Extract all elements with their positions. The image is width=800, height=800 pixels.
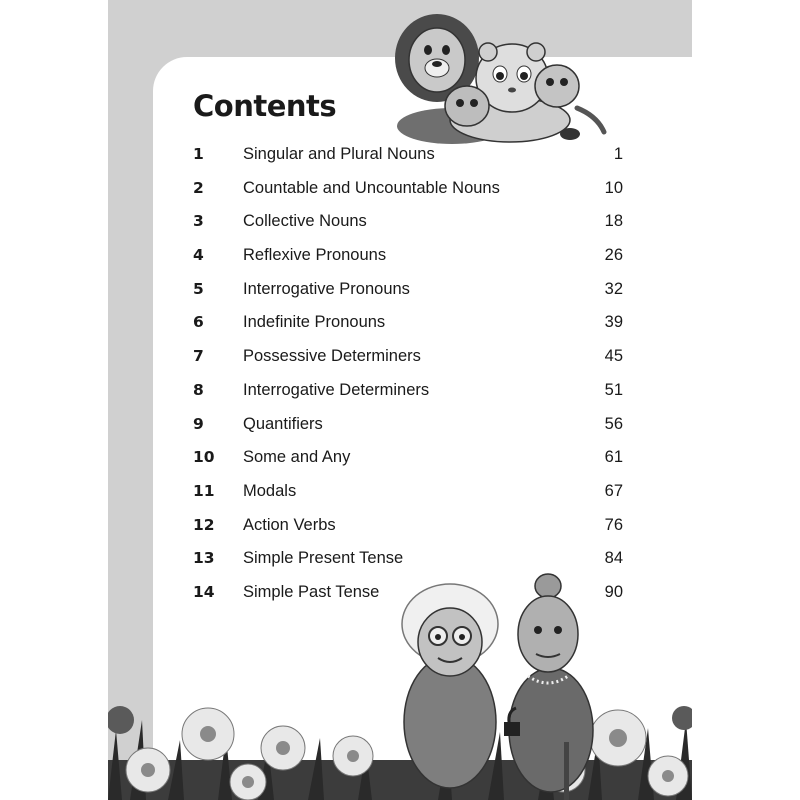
page-number: 56: [604, 414, 623, 433]
page-title: Contents: [193, 89, 337, 123]
chapter-title: Reflexive Pronouns: [243, 246, 387, 265]
chapter-title: Countable and Uncountable Nouns: [243, 178, 500, 197]
page-number: 32: [604, 279, 623, 298]
page-number: 90: [604, 582, 623, 601]
chapter-number: 2: [193, 178, 204, 197]
page-number: 51: [604, 380, 623, 399]
toc-entry: [193, 174, 623, 208]
page-number: 26: [604, 246, 623, 265]
chapter-title: Interrogative Pronouns: [243, 279, 410, 298]
chapter-number: 12: [193, 515, 215, 534]
chapter-title: Simple Past Tense: [243, 582, 380, 601]
page-number: 39: [604, 313, 623, 332]
chapter-number: 9: [193, 414, 204, 433]
toc-entry: [193, 477, 623, 511]
toc-entry: [193, 410, 623, 444]
page-number: 1: [613, 145, 623, 163]
chapter-number: 14: [193, 582, 215, 601]
chapter-number: 3: [193, 212, 204, 231]
chapter-title: Simple Present Tense: [243, 549, 404, 568]
page-number: 76: [604, 515, 623, 534]
chapter-title: Singular and Plural Nouns: [243, 145, 435, 163]
chapter-number: 1: [193, 145, 204, 163]
page-number: 10: [604, 178, 623, 197]
page-number: 67: [604, 481, 623, 500]
toc-entry: [193, 376, 623, 410]
page-number: 18: [604, 212, 623, 231]
lion-family-illustration: [392, 8, 610, 150]
chapter-title: Modals: [243, 481, 297, 500]
chapter-number: 13: [193, 549, 215, 568]
toc-entry: [193, 207, 623, 241]
toc-entry: [193, 275, 623, 309]
toc-entry: [193, 308, 623, 342]
chapter-number: 6: [193, 313, 204, 332]
grandmothers-illustration: [388, 572, 612, 800]
chapter-title: Action Verbs: [243, 515, 336, 534]
chapter-title: Possessive Determiners: [243, 347, 421, 366]
table-of-contents: [193, 140, 623, 612]
chapter-number: 8: [193, 380, 204, 399]
chapter-title: Some and Any: [243, 448, 351, 467]
page-number: 61: [604, 448, 623, 467]
chapter-number: 11: [193, 481, 215, 500]
toc-entry: [193, 342, 623, 376]
toc-entry: [193, 443, 623, 477]
chapter-title: Quantifiers: [243, 414, 323, 433]
page-number: 84: [604, 549, 623, 568]
chapter-title: Collective Nouns: [243, 212, 367, 231]
toc-entry: [193, 140, 623, 174]
chapter-number: 7: [193, 347, 204, 366]
chapter-title: Indefinite Pronouns: [243, 313, 386, 332]
chapter-number: 4: [193, 246, 204, 265]
page-number: 45: [604, 347, 623, 366]
chapter-number: 5: [193, 279, 204, 298]
chapter-title: Interrogative Determiners: [243, 380, 430, 399]
toc-entry: [193, 241, 623, 275]
toc-entry: [193, 511, 623, 545]
chapter-number: 10: [193, 448, 215, 467]
